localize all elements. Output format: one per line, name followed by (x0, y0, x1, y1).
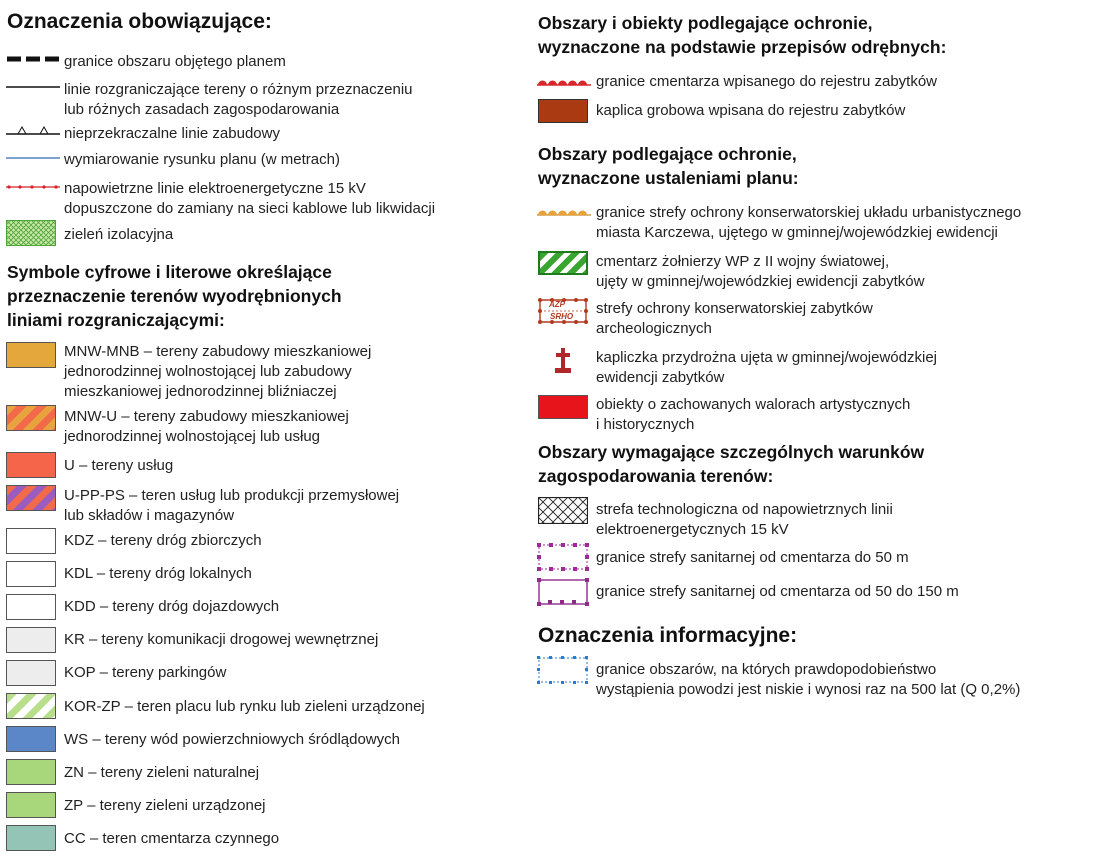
swatch-u (6, 452, 56, 478)
legend-item-wayside-shrine-line2: ewidencji zabytków (596, 369, 725, 386)
swatch-kop (6, 660, 56, 686)
urban-conservation-zone-symbol (537, 205, 591, 217)
legend-item-dividing-lines-line2: lub różnych zasadach zagospodarowania (64, 101, 340, 118)
heading-oznaczenia-obowiazujace: Oznaczenia obowiązujące: (7, 10, 272, 33)
legend-item-u: U – tereny usług (64, 457, 174, 474)
archaeological-zone-text-srho: SRHO (550, 312, 574, 321)
heading-plan-line1: Obszary podlegające ochronie, (538, 144, 797, 164)
swatch-zn (6, 759, 56, 785)
legend-item-mnw-u: MNW-U – tereny zabudowy mieszkaniowej (64, 408, 349, 425)
legend-item-wayside-shrine: kapliczka przydrożna ujęta w gminnej/wojewódzkiej (596, 349, 937, 366)
legend-item-kdz: KDZ – tereny dróg zbiorczych (64, 532, 262, 549)
legend-item-cc: CC – teren cmentarza czynnego (64, 830, 280, 847)
legend-item-kr: KR – tereny komunikacji drogowej wewnętrznej (64, 631, 379, 648)
heading-plan-line2: wyznaczone ustaleniami planu: (538, 168, 799, 188)
swatch-kor-zp (6, 693, 56, 719)
archaeological-zone-symbol (537, 297, 589, 325)
legend-item-building-lines: nieprzekraczalne linie zabudowy (64, 125, 280, 142)
legend-item-mnw-u-line2: jednorodzinnej wolnostojącej lub usług (64, 428, 321, 445)
legend-item-technological-zone-line2: elektroenergetycznych 15 kV (596, 521, 789, 538)
sanitary-zone-50m-symbol (537, 543, 589, 571)
legend-item-dividing-lines: linie rozgraniczające tereny o różnym przeznaczeniu (64, 81, 413, 98)
legend-item-plan-boundary: granice obszaru objętego planem (64, 53, 286, 70)
swatch-artistic-objects (538, 395, 588, 419)
plan-boundary-line-symbol (6, 54, 60, 64)
legend-item-cemetery-register: granice cmentarza wpisanego do rejestru zabytków (596, 73, 938, 90)
legend-item-zn: ZN – tereny zieleni naturalnej (64, 764, 260, 781)
sanitary-zone-150m-symbol (537, 578, 589, 606)
legend-item-kor-zp: KOR-ZP – teren placu lub rynku lub zieleni urządzonej (64, 698, 425, 715)
swatch-cc (6, 825, 56, 851)
heading-przepisy-line2: wyznaczone na podstawie przepisów odrębnych: (538, 37, 947, 57)
swatch-kdd (6, 594, 56, 620)
swatch-u-pp-ps (6, 485, 56, 511)
wayside-shrine-icon (553, 347, 573, 375)
legend-item-dimensioning: wymiarowanie rysunku planu (w metrach) (64, 151, 340, 168)
swatch-soldiers-cemetery (538, 251, 588, 275)
archaeological-zone-text-azp: AZP (549, 300, 565, 309)
swatch-kdl (6, 561, 56, 587)
swatch-kdz (6, 528, 56, 554)
legend-item-archaeological-zone: strefy ochrony konserwatorskiej zabytków (596, 300, 873, 317)
swatch-ws (6, 726, 56, 752)
legend-item-technological-zone: strefa technologiczna od napowietrznych linii (596, 501, 893, 518)
legend-item-flood-zone: granice obszarów, na których prawdopodobieństwo (596, 661, 937, 678)
legend-item-sanitary-zone-150m: granice strefy sanitarnej od cmentarza od 50 do 150 m (596, 583, 959, 600)
legend-item-u-pp-ps: U-PP-PS – teren usług lub produkcji przemysłowej (64, 487, 400, 504)
legend-item-artistic-objects-line2: i historycznych (596, 416, 695, 433)
heading-warunki-line1: Obszary wymagające szczególnych warunków (538, 442, 925, 462)
legend-item-flood-zone-line2: wystąpienia powodzi jest niskie i wynosi raz na 500 lat (Q 0,2%) (596, 681, 1021, 698)
swatch-mnw-u (6, 405, 56, 431)
heading-symbole-line2: przeznaczenie terenów wyodrębnionych (7, 286, 342, 306)
power-line-symbol (6, 183, 60, 191)
legend-item-mnw-mnb: MNW-MNB – tereny zabudowy mieszkaniowej (64, 343, 372, 360)
legend-item-kop: KOP – tereny parkingów (64, 664, 227, 681)
cemetery-register-boundary-symbol (537, 74, 591, 88)
isolating-greenery-swatch (6, 220, 56, 246)
legend-item-soldiers-cemetery: cmentarz żołnierzy WP z II wojny światowej, (596, 253, 890, 270)
legend-item-soldiers-cemetery-line2: ujęty w gminnej/wojewódzkiej ewidencji zabytków (596, 273, 925, 290)
legend-item-archaeological-zone-line2: archeologicznych (596, 320, 712, 337)
legend-item-ws: WS – tereny wód powierzchniowych śródlądowych (64, 731, 400, 748)
legend-item-artistic-objects: obiekty o zachowanych walorach artystycznych (596, 396, 911, 413)
legend-item-mnw-mnb-line2: jednorodzinnej wolnostojącej lub zabudowy (64, 363, 352, 380)
dividing-line-symbol (6, 84, 60, 90)
flood-zone-symbol (537, 656, 589, 684)
legend-item-power-lines-line2: dopuszczone do zamiany na sieci kablowe lub likwidacji (64, 200, 436, 217)
dimension-line-symbol (6, 155, 60, 161)
swatch-mnw-mnb (6, 342, 56, 368)
legend-item-kdd: KDD – tereny dróg dojazdowych (64, 598, 280, 615)
legend-item-zp: ZP – tereny zieleni urządzonej (64, 797, 266, 814)
legend-item-sanitary-zone-50m: granice strefy sanitarnej od cmentarza do 50 m (596, 549, 909, 566)
technological-zone-swatch (538, 497, 588, 524)
heading-przepisy-line1: Obszary i obiekty podlegające ochronie, (538, 13, 873, 33)
swatch-kr (6, 627, 56, 653)
heading-symbole-line3: liniami rozgraniczającymi: (7, 310, 225, 330)
building-line-symbol (6, 124, 60, 136)
legend-item-u-pp-ps-line2: lub składów i magazynów (64, 507, 235, 524)
legend-item-isolating-greenery: zieleń izolacyjna (64, 226, 174, 243)
heading-symbole-line1: Symbole cyfrowe i literowe określające (7, 262, 332, 282)
swatch-zp (6, 792, 56, 818)
legend-item-kdl: KDL – tereny dróg lokalnych (64, 565, 252, 582)
legend-item-mnw-mnb-line3: mieszkaniowej jednorodzinnej bliźniaczej (64, 383, 337, 400)
legend-item-power-lines: napowietrzne linie elektroenergetyczne 15 kV (64, 180, 366, 197)
heading-oznaczenia-informacyjne: Oznaczenia informacyjne: (538, 624, 798, 647)
legend-item-urban-conservation-zone: granice strefy ochrony konserwatorskiej układu urbanistycznego (596, 204, 1022, 221)
legend-item-urban-conservation-zone-line2: miasta Karczewa, ujętego w gminnej/wojewódzkiej ewidencji (596, 224, 998, 241)
swatch-tomb-chapel (538, 99, 588, 123)
heading-warunki-line2: zagospodarowania terenów: (538, 466, 774, 486)
legend-item-tomb-chapel: kaplica grobowa wpisana do rejestru zabytków (596, 102, 906, 119)
